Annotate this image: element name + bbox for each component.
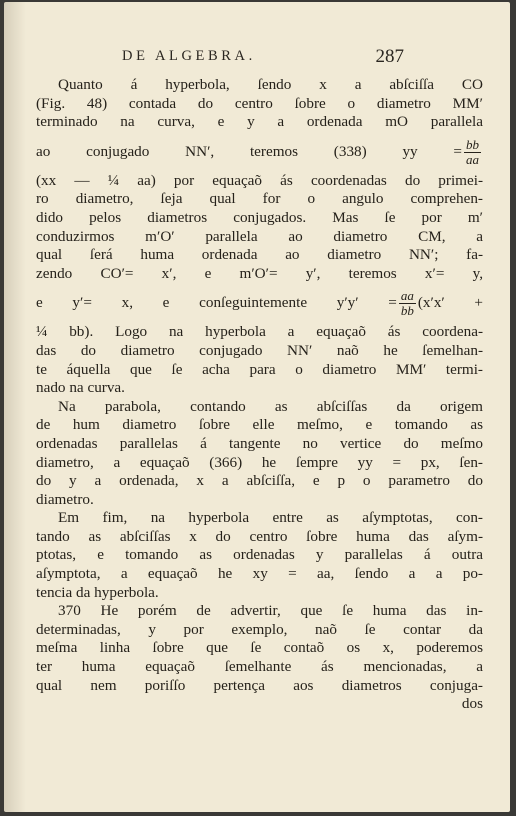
text-line: diametro. — [36, 490, 94, 508]
fraction-denominator: aa — [466, 151, 479, 167]
page-number: 287 — [375, 46, 404, 67]
text-line: ro diametro, ſeja qual for o angulo comprehen- — [36, 190, 483, 208]
text-line: das do diametro conjugado NN′ naõ he ſemelhan- — [36, 341, 483, 359]
text-line: Em fim, na hyperbola entre as aſymptotas, con- — [58, 509, 483, 527]
text-line: (xx — ¼ aa) por equaçaõ ás coordenadas do primei- — [36, 171, 483, 189]
body-text — [36, 76, 483, 714]
text-line: nado na curva. — [36, 379, 125, 397]
fraction — [399, 289, 416, 318]
equation-text: e y′= x, e conſeguintemente y′y′ = — [36, 294, 397, 312]
text-line: conduzirmos m′O′ parallela ao diametro CM, a — [36, 227, 483, 245]
catchword: dos — [461, 695, 483, 713]
page-header — [122, 46, 404, 70]
text-line: diametro, a equaçaõ (366) he ſempre yy = px, ſen- — [36, 453, 483, 471]
text-line: dido pelos diametros conjugados. Mas ſe por m′ — [36, 208, 483, 226]
text-line: (Fig. 48) contada do centro ſobre o diametro MM′ — [36, 94, 483, 112]
equation-text: ao conjugado NN′, teremos (338) yy = — [36, 142, 462, 160]
fraction-numerator: bb — [466, 136, 479, 152]
fraction-denominator: bb — [400, 303, 414, 319]
text-line: te áquella que ſe acha para o diametro MM′ termi- — [36, 360, 483, 378]
text-line: qual ſerá huma ordenada ao diametro NN′; fa- — [36, 246, 483, 264]
text-line: tando as abſciſſas x do centro ſobre huma das aſym- — [36, 527, 483, 545]
page-gutter-shadow — [4, 2, 26, 812]
text-line: do y a ordenada, x a abſciſſa, e p o parametro do — [36, 472, 483, 490]
text-line: de hum diametro ſobre elle meſmo, e tomando as — [36, 416, 483, 434]
text-line: tencia da hyperbola. — [36, 583, 159, 601]
text-line: qual nem poriſſo pertença aos diametros conjuga- — [36, 676, 483, 694]
text-line: 370 He porém de advertir, que ſe huma das in- — [58, 602, 483, 620]
text-line: aſymptota, a equaçaõ he xy = aa, ſendo a a po- — [36, 565, 483, 583]
text-line: ter huma equaçaõ ſemelhante ás mencionadas, a — [36, 658, 483, 676]
fraction-numerator: aa — [400, 288, 414, 304]
text-line: zendo CO′= x′, e m′O′= y′, teremos x′= y, — [36, 264, 483, 282]
fraction — [464, 138, 481, 167]
running-head: DE ALGEBRA. — [122, 48, 256, 64]
equation-line — [36, 283, 483, 323]
text-line: ¼ bb). Logo na hyperbola a equaçaõ ás coordena- — [36, 323, 483, 341]
text-line: meſma linha ſobre que ſe contaõ os x, poderemos — [36, 639, 483, 657]
text-line: terminado na curva, e y a ordenada mO parallela — [36, 113, 483, 131]
text-line: Na parabola, contando as abſciſſas da origem — [58, 397, 483, 415]
text-line: determinadas, y por exemplo, naõ ſe contar da — [36, 620, 483, 638]
equation-text: (x′x′ + — [417, 294, 483, 312]
text-line: ordenadas parallelas á tangente no vertice do meſmo — [36, 434, 483, 452]
text-line: Quanto á hyperbola, ſendo x a abſciſſa CO — [58, 76, 483, 93]
text-line: ptotas, e tomando as ordenadas y parallelas á outra — [36, 546, 483, 564]
book-page — [4, 2, 510, 812]
equation-line — [36, 132, 483, 172]
